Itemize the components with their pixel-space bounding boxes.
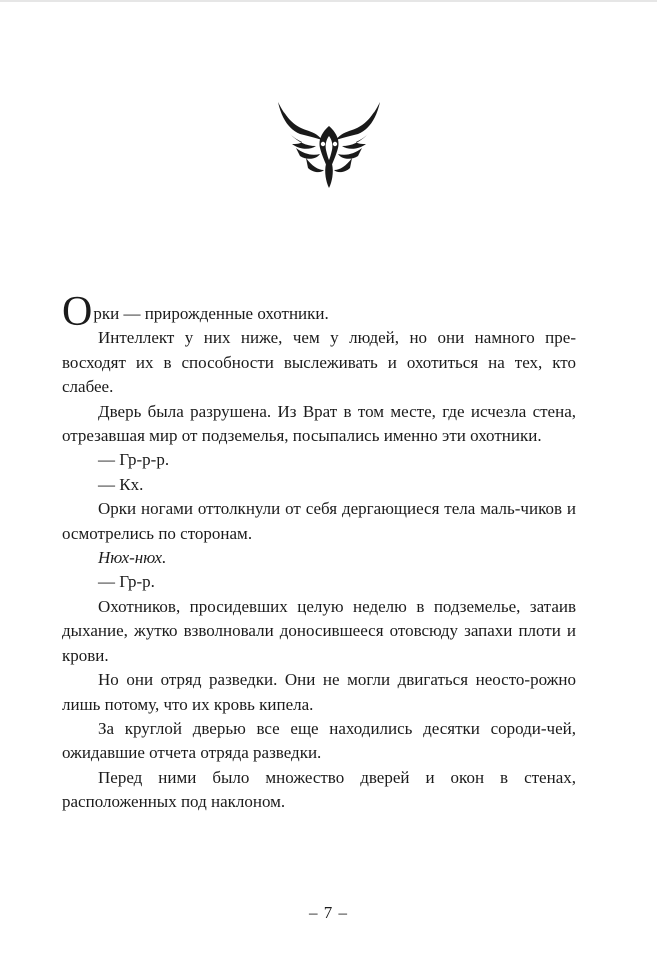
paragraph: За круглой дверью все еще находились десятки сороди-чей, ожидавшие отчета отряда разведки. [62, 718, 576, 763]
paragraph: Но они отряд разведки. Они не могли двигаться неосто-рожно лишь потому, что их кровь кипела. [62, 670, 576, 714]
paragraph: Интеллект у них ниже, чем у людей, но они намного пре-восходят их в способности выслеживать и охотиться на тех, кто слабее. [62, 328, 576, 397]
paragraph: Орки ногами оттолкнули от себя дергающиеся тела маль-чиков и осмотрелись по сторонам. [62, 499, 576, 543]
sound-effect-line: Нюх-нюх. [98, 548, 167, 568]
paragraph: Дверь была разрушена. Из Врат в том месте, где исчезла стена, отрезавшая мир от подземелья, посыпались именно эти охотники. [62, 401, 576, 446]
tribal-horns-ornament-icon [276, 98, 382, 190]
body-text [62, 289, 576, 815]
dialogue-line: — Гр-р. [98, 572, 155, 592]
paragraph: Перед ними было множество дверей и окон в стенах, расположенных под наклоном. [62, 767, 576, 812]
paragraph: Орки — прирожденные охотники. [62, 289, 329, 335]
page-number: – 7 – [309, 903, 348, 922]
dialogue-line: — Гр-р-р. [98, 450, 170, 470]
dialogue-line: — Кх. [98, 474, 144, 494]
page-top-edge [0, 0, 657, 2]
drop-cap: О [62, 289, 93, 335]
paragraph: Охотников, просидевших целую неделю в подземелье, затаив дыхание, жутко взволновали доносившееся отовсюду запахи плоти и крови. [62, 596, 576, 665]
